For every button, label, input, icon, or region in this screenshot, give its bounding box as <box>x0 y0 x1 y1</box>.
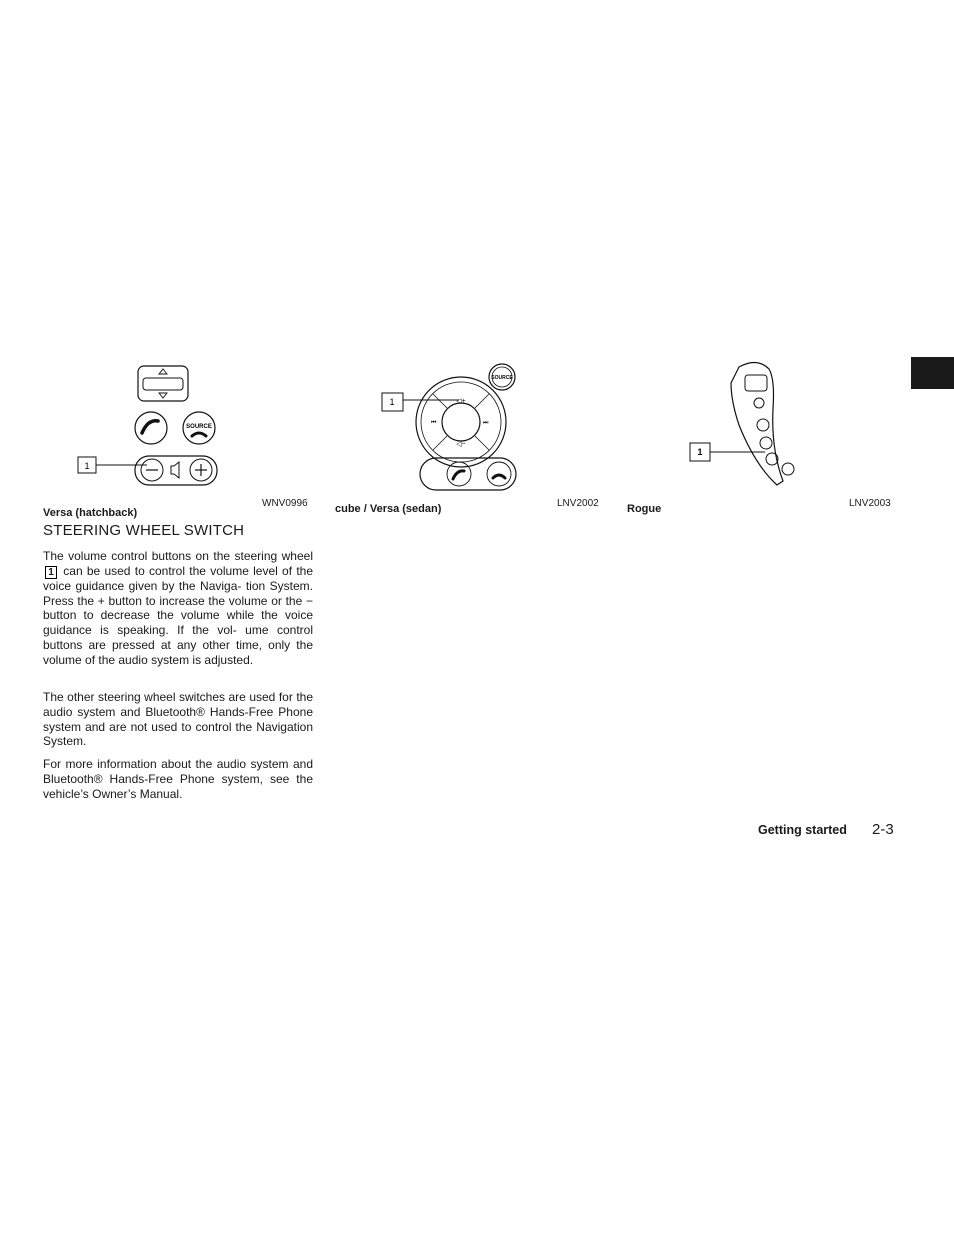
body-paragraph: The other steering wheel switches are used for the audio system and Bluetooth® Hands-Free Phone system and are not used to control the Navigation System. <box>43 690 313 749</box>
seek-forward-icon: ⏭ <box>483 420 489 426</box>
figure-caption: Versa (hatchback) <box>43 507 138 519</box>
figure-versa-hatchback <box>70 360 320 495</box>
callout-number: 1 <box>84 461 90 471</box>
figure-cube-versa-sedan <box>375 360 525 495</box>
seek-back-icon: ⏮ <box>431 420 437 426</box>
paragraph-text: can be used to control the volume level of the voice guidance given by the Naviga- tion System. Press the + button to increase the volume or the − button to decrease the volume while the voice guidance is speaking. If the vol- ume control buttons are pressed at any other time, only the volume of the audio system is adjusted. <box>43 563 314 667</box>
chapter-tab <box>911 357 954 389</box>
section-heading: STEERING WHEEL SWITCH <box>43 522 245 539</box>
body-paragraph <box>43 549 313 668</box>
figure-code: LNV2003 <box>849 498 891 509</box>
source-label: SOURCE <box>186 424 212 430</box>
figure-caption: Rogue <box>627 503 662 515</box>
callout-number: 1 <box>45 566 57 579</box>
footer-section-title: Getting started <box>758 823 847 837</box>
callout-number: 1 <box>389 397 395 407</box>
callout-number: 1 <box>697 447 703 457</box>
source-label: SOURCE <box>491 375 513 381</box>
figure-code: LNV2002 <box>557 498 599 509</box>
volume-up-icon: ◁+ <box>456 398 466 405</box>
paragraph-text: The volume control buttons on the steering wheel <box>43 549 313 563</box>
figure-code: WNV0996 <box>262 498 308 509</box>
figure-rogue <box>685 355 815 495</box>
page-number: 2-3 <box>872 821 894 838</box>
volume-down-icon: ◁− <box>456 441 466 448</box>
body-paragraph: For more information about the audio system and Bluetooth® Hands-Free Phone system, see the vehicle’s Owner’s Manual. <box>43 757 313 801</box>
figure-caption: cube / Versa (sedan) <box>335 503 442 515</box>
